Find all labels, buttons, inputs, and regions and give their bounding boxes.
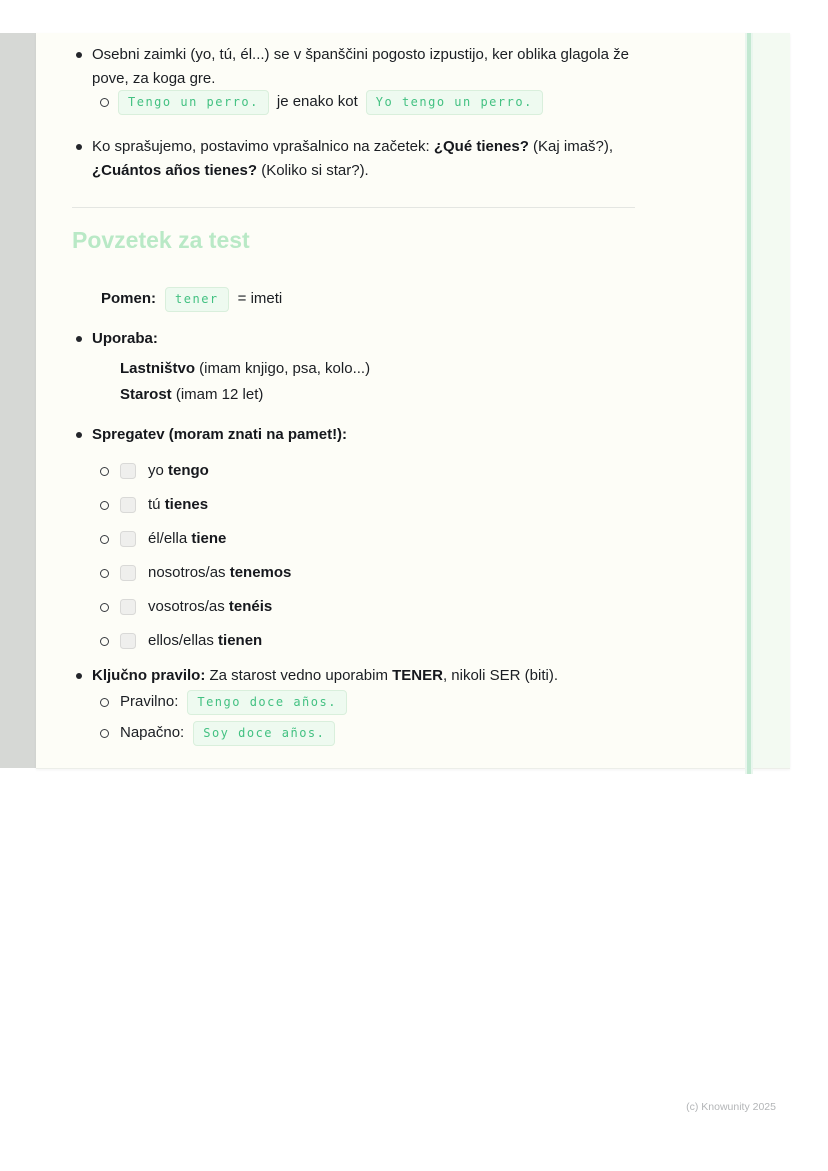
section-heading: Povzetek za test [72, 227, 250, 253]
bullet-text [92, 135, 638, 183]
conjugation-row-nosotros [72, 563, 672, 583]
example-sentence-row [72, 89, 672, 115]
bullet-questions [72, 135, 672, 183]
circle-bullet-icon [100, 637, 109, 646]
conjugation-text [148, 459, 209, 483]
conjugation-row-tu [72, 495, 672, 515]
conjugation-row-yo [72, 461, 672, 481]
page-content [72, 43, 672, 746]
pronoun: yo [148, 462, 169, 479]
bullet-text: Osebni zaimki (yo, tú, él...) se v španščini pogosto izpustijo, ker oblika glagola že pove, za koga gre. [92, 46, 629, 87]
circle-bullet-icon [100, 535, 109, 544]
example-connector: je enako kot [276, 93, 358, 110]
example-pravilno-row [72, 689, 672, 715]
pronoun: él/ella [148, 530, 192, 547]
green-accent-line [747, 33, 751, 774]
conjugation-text [148, 527, 226, 551]
verb-form: tiene [191, 530, 227, 547]
checkbox[interactable] [120, 599, 136, 615]
pomen-label: Pomen: [101, 290, 157, 307]
viewer-left-gutter [0, 33, 36, 768]
code-chip-tener: tener [165, 287, 229, 312]
bullet-dot-icon [76, 673, 82, 679]
checkbox[interactable] [120, 565, 136, 581]
text-segment: (Koliko si star?). [257, 162, 369, 179]
verb-form: tenemos [229, 564, 292, 581]
uporaba-item-starost [72, 383, 672, 407]
checkbox[interactable] [120, 531, 136, 547]
pravilno-label: Pravilno: [120, 693, 179, 710]
right-tint-column [753, 33, 790, 768]
conjugation-text [148, 561, 291, 585]
kljucno-label: Ključno pravilo: [92, 667, 206, 684]
bullet-kljucno-pravilo [72, 664, 672, 688]
term-detail: (imam 12 let) [171, 386, 264, 403]
bold-cuantos-anos: ¿Cuántos años tienes? [92, 162, 258, 179]
bold-que-tienes: ¿Qué tienes? [433, 138, 529, 155]
text-segment: Ko sprašujemo, postavimo vprašalnico na začetek: [92, 138, 434, 155]
bold-term: Lastništvo [120, 360, 196, 377]
spregatev-label: Spregatev (moram znati na pamet!): [92, 426, 348, 443]
conjugation-row-vosotros [72, 597, 672, 617]
bullet-dot-icon [76, 336, 82, 342]
pronoun: nosotros/as [148, 564, 230, 581]
circle-bullet-icon [100, 98, 109, 107]
pronoun: vosotros/as [148, 598, 229, 615]
conjugation-row-el-ella [72, 529, 672, 549]
bullet-spregatev [72, 423, 672, 447]
bold-term: Starost [120, 386, 172, 403]
kljucno-text [92, 664, 672, 688]
code-chip-soy-doce-anos: Soy doce años. [193, 721, 335, 746]
bullet-dot-icon [76, 52, 82, 58]
conjugation-text [148, 629, 262, 653]
bullet-uporaba [72, 327, 672, 351]
bullet-dot-icon [76, 144, 82, 150]
conjugation-row-ellos [72, 631, 672, 651]
bullet-dot-icon [76, 432, 82, 438]
pronoun: ellos/ellas [148, 632, 219, 649]
term-detail: (imam knjigo, psa, kolo...) [195, 360, 371, 377]
conjugation-text [148, 493, 208, 517]
document-page [36, 33, 790, 769]
circle-bullet-icon [100, 603, 109, 612]
pomen-value: = imeti [237, 290, 283, 307]
napacno-label: Napačno: [120, 724, 185, 741]
verb-form: tenéis [228, 598, 273, 615]
verb-form: tienen [218, 632, 263, 649]
verb-form: tengo [168, 462, 209, 479]
copyright-footer: (c) Knowunity 2025 [686, 1101, 776, 1113]
verb-form: tienes [164, 496, 209, 513]
checkbox[interactable] [120, 633, 136, 649]
conjugation-text [148, 595, 272, 619]
bold-tener: TENER [392, 667, 443, 684]
checkbox[interactable] [120, 463, 136, 479]
code-chip-tengo-doce-anos: Tengo doce años. [187, 690, 347, 715]
pronoun: tú [148, 496, 165, 513]
example-napacno-row [72, 720, 672, 746]
circle-bullet-icon [100, 698, 109, 707]
code-chip-tengo-un-perro: Tengo un perro. [118, 90, 269, 115]
circle-bullet-icon [100, 467, 109, 476]
section-divider [72, 207, 635, 208]
circle-bullet-icon [100, 569, 109, 578]
text-segment: , nikoli SER (biti). [442, 667, 558, 684]
code-chip-yo-tengo-un-perro: Yo tengo un perro. [366, 90, 543, 115]
uporaba-item-lastnistvo [72, 357, 672, 381]
bullet-pomen [72, 286, 672, 312]
text-segment: (Kaj imaš?), [528, 138, 614, 155]
text-segment: Za starost vedno uporabim [205, 667, 393, 684]
checkbox[interactable] [120, 497, 136, 513]
uporaba-label: Uporaba: [92, 330, 158, 347]
circle-bullet-icon [100, 501, 109, 510]
circle-bullet-icon [100, 729, 109, 738]
bullet-personal-pronouns [72, 43, 672, 91]
